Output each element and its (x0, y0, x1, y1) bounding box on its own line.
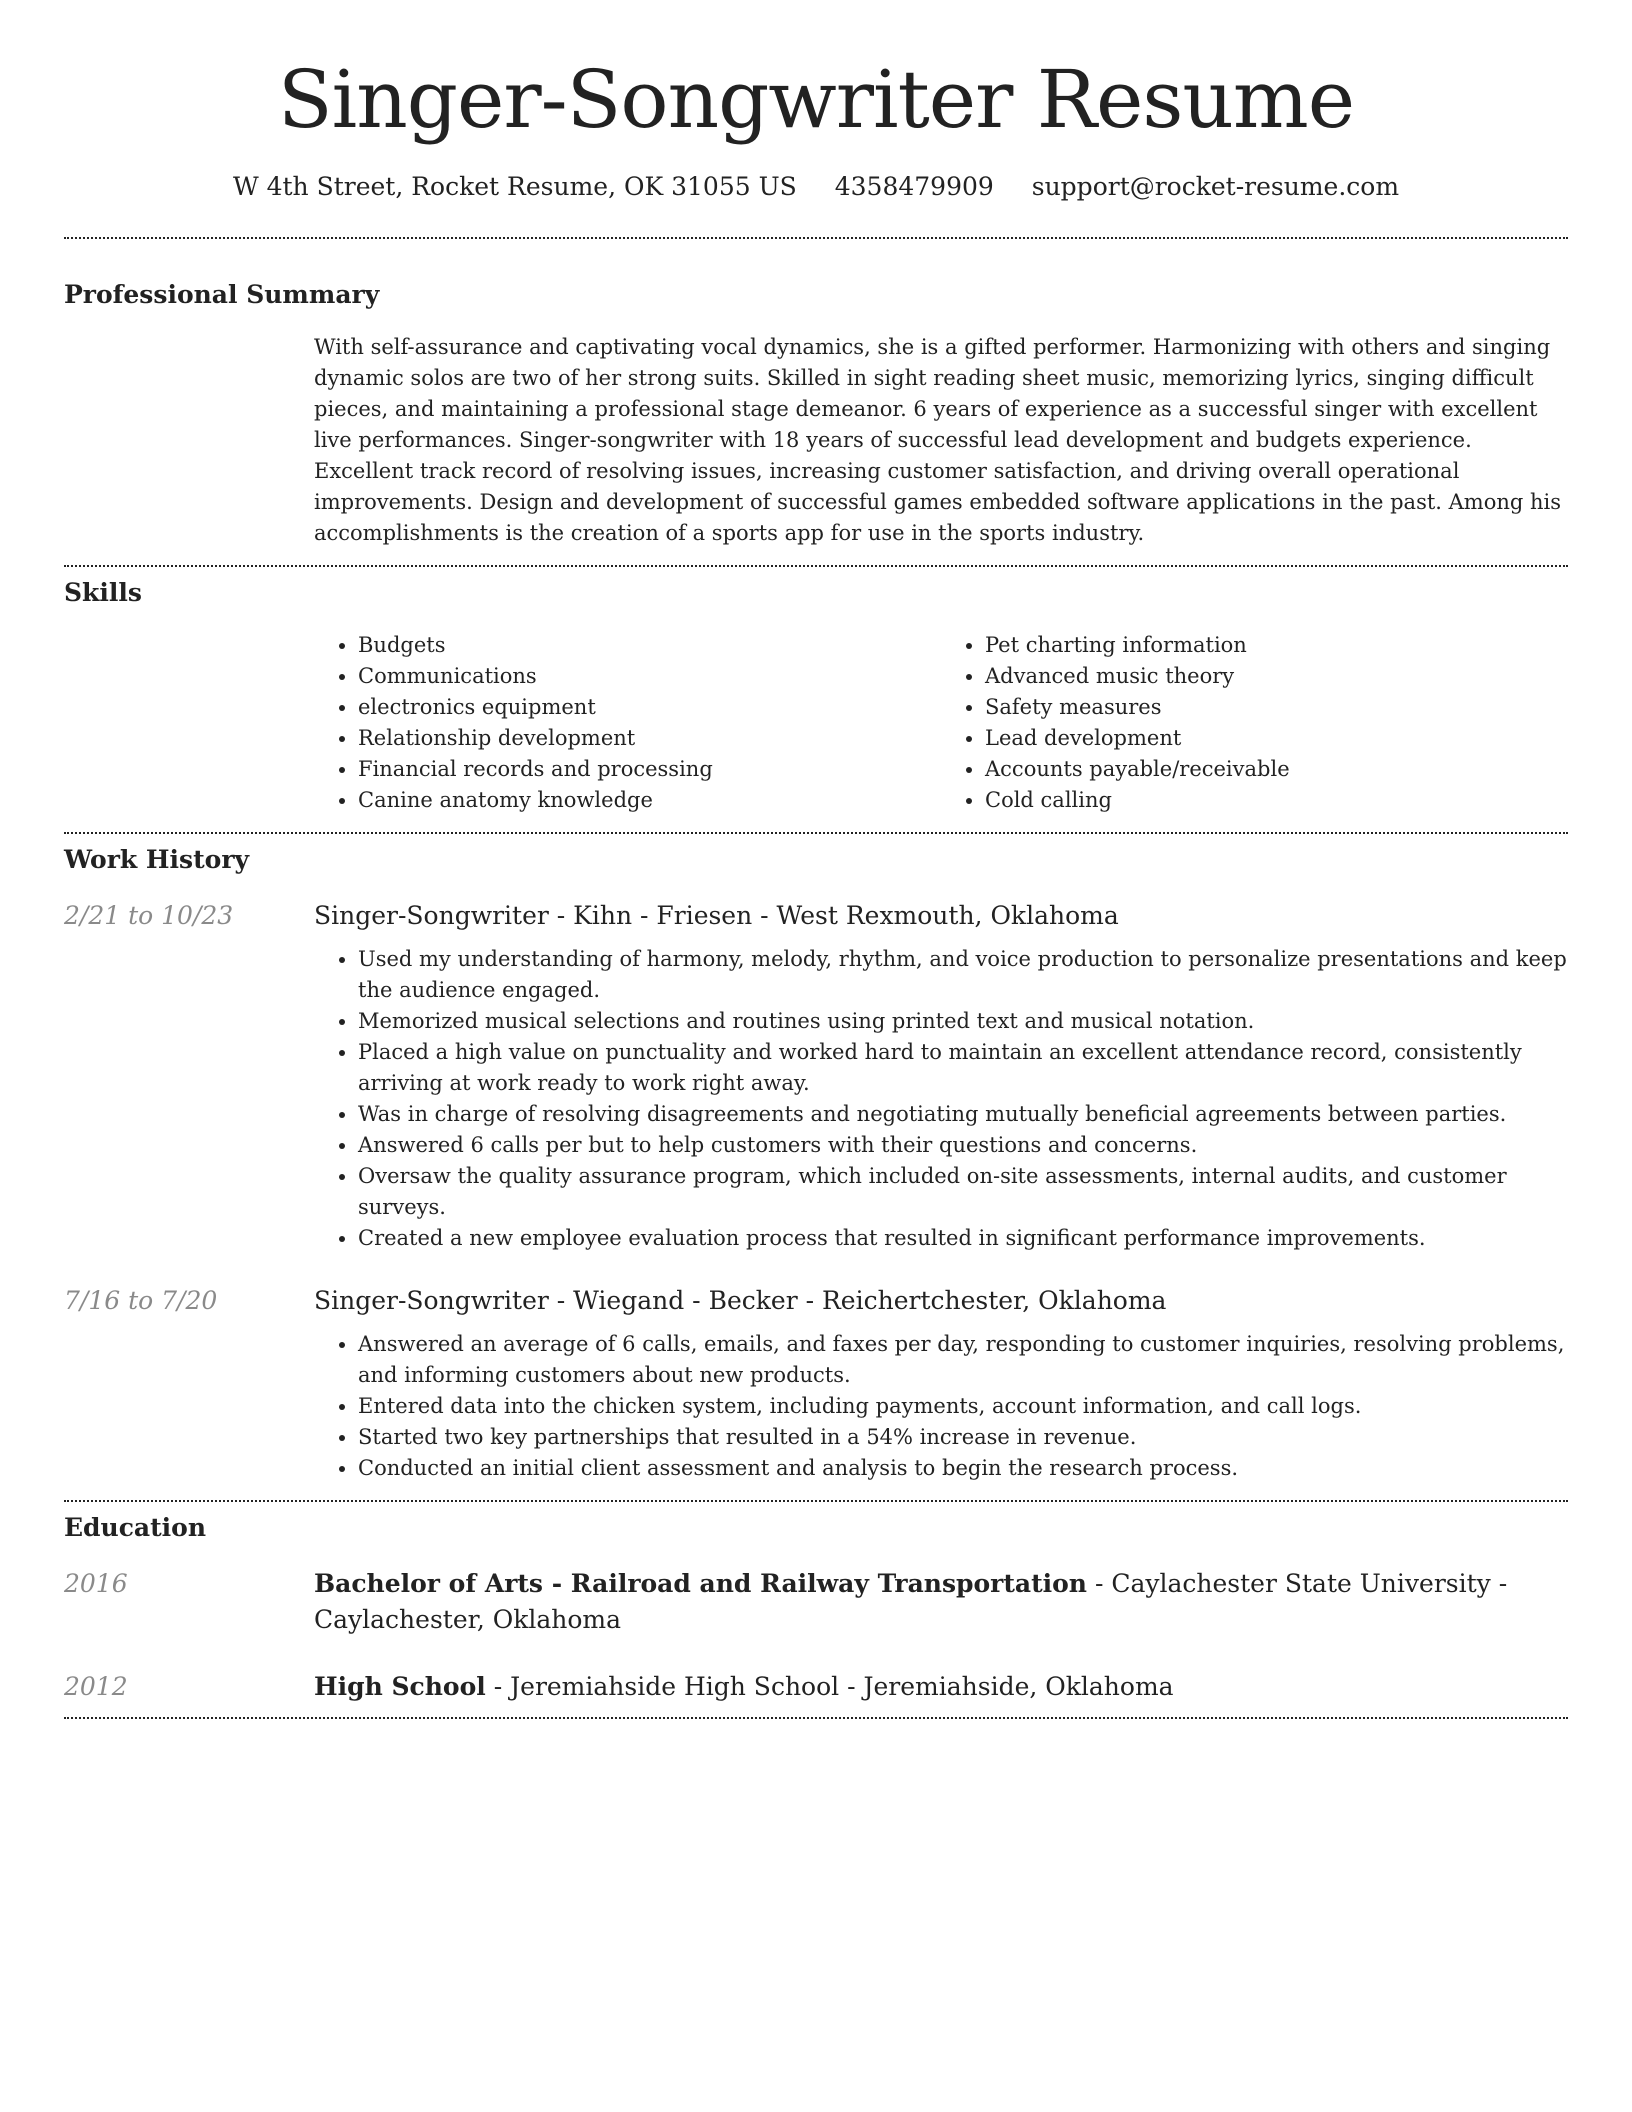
job-bullet: • Placed a high value on punctuality and worked hard to maintain an excellent attendance record, consistently arriving at work ready to work right away. (358, 1037, 1568, 1099)
job-bullets (314, 1329, 1568, 1484)
job-bullet: • Memorized musical selections and routines using printed text and musical notation. (358, 1006, 1568, 1037)
job-title: Singer-Songwriter - Wiegand - Becker - Reichertchester, Oklahoma (314, 1286, 1167, 1315)
education-year: 2016 (64, 1569, 128, 1598)
job-bullet: • Used my understanding of harmony, melody, rhythm, and voice production to personalize presentations and keep the audience engaged. (358, 944, 1568, 1006)
divider (64, 237, 1568, 239)
job-dates: 2/21 to 10/23 (64, 901, 234, 930)
education-degree: Bachelor of Arts - Railroad and Railway Transportation (314, 1569, 1087, 1598)
skills-column-left (314, 630, 941, 816)
resume-page (64, 0, 1568, 1719)
education-details: - Caylachester State University - Caylachester, Oklahoma (314, 1569, 1508, 1634)
education-degree: High School (314, 1672, 486, 1701)
skill-item: • Safety measures (985, 692, 1568, 723)
skill-item: • Accounts payable/receivable (985, 754, 1568, 785)
skills-heading: Skills (64, 578, 142, 607)
skill-item: • Lead development (985, 723, 1568, 754)
work-section (64, 844, 1568, 1484)
job-bullet: • Started two key partnerships that resulted in a 54% increase in revenue. (358, 1422, 1568, 1453)
summary-section (64, 279, 1568, 549)
job-dates: 7/16 to 7/20 (64, 1286, 218, 1315)
job-bullet: • Oversaw the quality assurance program, which included on-site assessments, internal audits, and customer surveys. (358, 1161, 1568, 1223)
divider (64, 565, 1568, 567)
skill-item: • Canine anatomy knowledge (358, 785, 941, 816)
resume-title: Singer-Songwriter Resume (277, 53, 1355, 146)
job-bullet: • Answered an average of 6 calls, emails, and faxes per day, responding to customer inquiries, resolving problems, and informing customers about new products. (358, 1329, 1568, 1391)
address: W 4th Street, Rocket Resume, OK 31055 US (232, 172, 797, 201)
education-entry (64, 1566, 1568, 1638)
summary-text: With self-assurance and captivating vocal dynamics, she is a gifted performer. Harmonizing with others and singing dynamic solos are two of her strong suits. Skilled in sight reading sheet music, memorizing lyrics, singing difficult pieces, and maintaining a professional stage demeanor. 6 years of experience as a successful singer with excellent live performances. Singer-songwriter with 18 years of successful lead development and budgets experience. Excellent track record of resolving issues, increasing customer satisfaction, and driving overall operational improvements. Design and development of successful games embedded software applications in the past. Among his accomplishments is the creation of a sports app for use in the sports industry. (314, 335, 1562, 545)
job-bullet: • Entered data into the chicken system, including payments, account information, and call logs. (358, 1391, 1568, 1422)
job-bullet: • Was in charge of resolving disagreements and negotiating mutually beneficial agreements between parties. (358, 1099, 1568, 1130)
job-entry (64, 898, 1568, 1254)
job-bullet: • Answered 6 calls per but to help customers with their questions and concerns. (358, 1130, 1568, 1161)
skill-item: • Cold calling (985, 785, 1568, 816)
skills-section (64, 577, 1568, 816)
education-details: - Jeremiahside High School - Jeremiahside, Oklahoma (485, 1672, 1174, 1701)
skills-column-right (941, 630, 1568, 816)
skill-item: • Relationship development (358, 723, 941, 754)
skill-item: • Budgets (358, 630, 941, 661)
job-bullet: • Conducted an initial client assessment and analysis to begin the research process. (358, 1453, 1568, 1484)
contact-line (64, 170, 1568, 204)
skill-item: • Communications (358, 661, 941, 692)
email: support@rocket-resume.com (1031, 172, 1400, 201)
skill-item: • electronics equipment (358, 692, 941, 723)
education-section (64, 1512, 1568, 1705)
education-year: 2012 (64, 1672, 128, 1701)
skills-list (314, 630, 1568, 816)
divider (64, 1500, 1568, 1502)
education-entry (64, 1669, 1568, 1705)
phone: 4358479909 (834, 172, 994, 201)
divider (64, 832, 1568, 834)
job-bullets (314, 944, 1568, 1254)
skill-item: • Financial records and processing (358, 754, 941, 785)
work-heading: Work History (64, 845, 250, 874)
job-title: Singer-Songwriter - Kihn - Friesen - West Rexmouth, Oklahoma (314, 901, 1119, 930)
education-heading: Education (64, 1513, 207, 1542)
job-entry (64, 1283, 1568, 1484)
job-bullet: • Created a new employee evaluation process that resulted in significant performance improvements. (358, 1223, 1568, 1254)
summary-heading: Professional Summary (64, 280, 380, 309)
skill-item: • Advanced music theory (985, 661, 1568, 692)
divider (64, 1717, 1568, 1719)
skill-item: • Pet charting information (985, 630, 1568, 661)
